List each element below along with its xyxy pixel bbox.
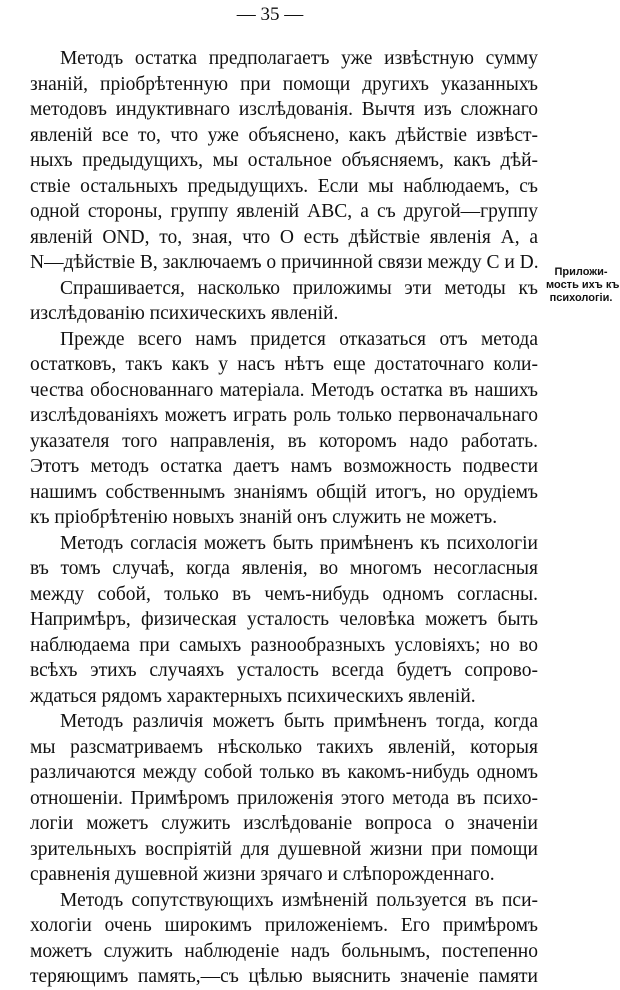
text-line: сравненія душевной жизни зрячаго и слѣпорожденнаго.	[30, 864, 495, 885]
text-line: нашимъ собственнымъ знаніямъ общій итогъ, но орудіемъ	[30, 481, 538, 503]
text-line: хологіи очень широкимъ приложеніемъ. Его примѣромъ	[30, 915, 538, 936]
text-line: между собой, только въ чемъ-нибудь одномъ согласны.	[30, 583, 538, 605]
text-line: остатковъ, такъ какъ у насъ нѣтъ еще достаточнаго коли-	[30, 354, 538, 375]
text-line: изслѣдованіяхъ можетъ играть роль только первоначальнаго	[30, 405, 538, 426]
text-line: къ пріобрѣтенію новыхъ знаній онъ служить не можетъ.	[30, 507, 498, 528]
text-line: зрительныхъ воспріятій для душевной жизни при помощи	[30, 838, 538, 860]
text-line: Методъ согласія можетъ быть примѣненъ къ психологіи	[60, 532, 538, 554]
text-line: ныхъ предыдущихъ, мы остальное объясняемъ, какъ дѣй-	[30, 150, 538, 171]
text-line: Прежде всего намъ придется отказаться отъ метода	[60, 328, 538, 350]
text-line: всѣхъ этихъ случаяхъ усталость всегда будетъ сопрово-	[30, 660, 538, 681]
text-line: отношеніи. Примѣромъ приложенія этого метода въ психо-	[30, 787, 538, 809]
text-line: Методъ различія можетъ быть примѣненъ тогда, когда	[60, 711, 538, 732]
text-line: явленій все то, что уже объяснено, какъ дѣйствіе извѣст-	[30, 124, 538, 146]
margin-note-line: Приложи-	[554, 266, 608, 278]
text-line: Спрашивается, насколько приложимы эти методы къ	[60, 277, 538, 299]
margin-note-line: мость ихъ къ	[546, 279, 620, 291]
text-line: чества обоснованнаго матеріала. Методъ остатка въ нашихъ	[30, 379, 538, 401]
body-text	[30, 46, 538, 990]
text-line: явленій OND, то, зная, что O есть дѣйствіе явленія A, а	[30, 226, 538, 248]
text-line: Этотъ методъ остатка даетъ намъ возможность подвести	[30, 456, 538, 477]
text-line: теряющимъ память,—съ цѣлью выяснить значеніе памяти	[30, 966, 538, 987]
text-line: можетъ служить наблюденіе надъ больнымъ, постепенно	[30, 940, 538, 962]
text-line: мы разсматриваемъ нѣсколько такихъ явленій, которыя	[30, 736, 538, 758]
text-line: ждаться рядомъ характерныхъ психическихъ явленій.	[30, 685, 476, 707]
margin-note-line: психологіи.	[549, 292, 613, 304]
text-line: Напримѣръ, физическая усталость человѣка можетъ быть	[30, 609, 538, 630]
text-line: ствіе остальныхъ предыдущихъ. Если мы наблюдаемъ, съ	[30, 175, 538, 197]
text-line: Методъ остатка предполагаетъ уже извѣстную сумму	[60, 48, 538, 69]
page-number: — 35 —	[236, 4, 304, 25]
text-line: знаній, пріобрѣтенную при помощи другихъ указанныхъ	[30, 73, 538, 95]
text-line: логіи можетъ служить изслѣдованіе вопроса о значеніи	[30, 813, 538, 834]
text-line: методовъ индуктивнаго изслѣдованія. Вычтя изъ сложнаго	[30, 99, 538, 120]
margin-note	[546, 266, 620, 305]
text-line: указателя того направленія, въ которомъ надо работать.	[30, 430, 538, 452]
text-line: одной стороны, группу явленій ABC, а съ другой—группу	[30, 201, 538, 222]
text-line: Методъ сопутствующихъ измѣненій пользуется въ пси-	[60, 889, 538, 911]
text-line: N—дѣйствіе B, заключаемъ о причинной связи между C и D.	[30, 252, 539, 273]
text-line: различаются между собой только въ какомъ-нибудь одномъ	[30, 762, 538, 783]
text-line: изслѣдованію психическихъ явленій.	[30, 303, 339, 324]
text-line: наблюдаема при самыхъ разнообразныхъ условіяхъ; но во	[30, 634, 538, 656]
text-line: въ томъ случаѣ, когда явленія, во многомъ несогласныя	[30, 558, 538, 579]
